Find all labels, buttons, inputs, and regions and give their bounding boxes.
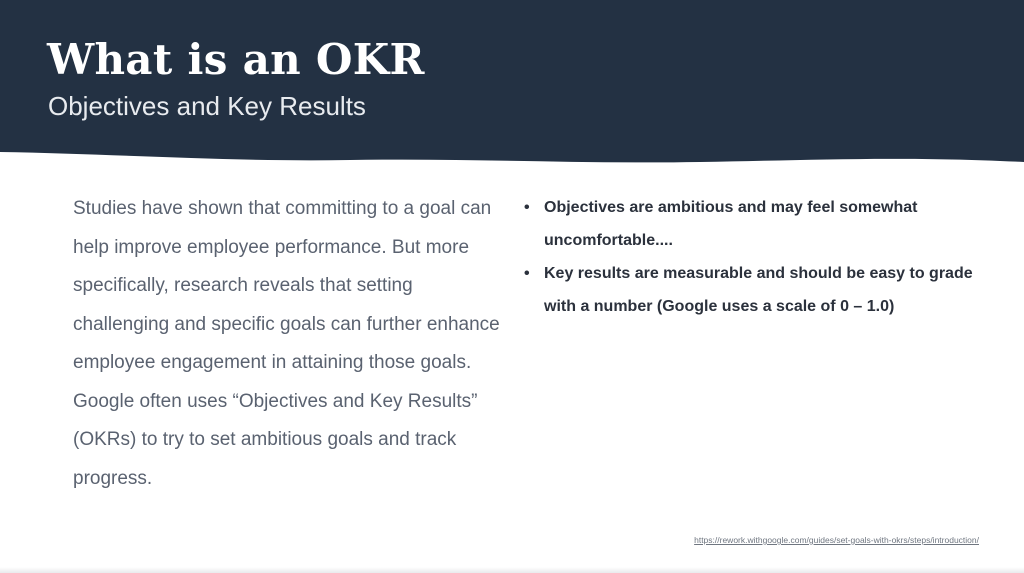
slide-title: What is an OKR bbox=[47, 35, 425, 84]
intro-paragraph: Studies have shown that committing to a goal can help improve employee performance. But more specifically, research reveals that setting challenging and specific goals can further enhance employee engagement in attaining those goals. Google often uses “Objectives and Key Results” (OKRs) to try to set ambitious goals and track progress. bbox=[73, 198, 500, 489]
bullet-text: Key results are measurable and should be easy to grade with a number (Google uses a scale of 0 – 1.0) bbox=[544, 265, 973, 315]
slide-subtitle: Objectives and Key Results bbox=[48, 91, 366, 121]
bullet-list bbox=[524, 191, 984, 323]
bottom-edge-shadow bbox=[0, 567, 1024, 573]
source-link[interactable]: https://rework.withgoogle.com/guides/set-goals-with-okrs/steps/introduction/ bbox=[694, 535, 979, 545]
bullet-text: Objectives are ambitious and may feel somewhat uncomfortable.... bbox=[544, 199, 918, 249]
bullet-marker: • bbox=[524, 199, 530, 216]
bullet-objectives bbox=[524, 191, 984, 257]
bullet-key-results bbox=[524, 257, 984, 323]
bullet-marker: • bbox=[524, 265, 530, 282]
